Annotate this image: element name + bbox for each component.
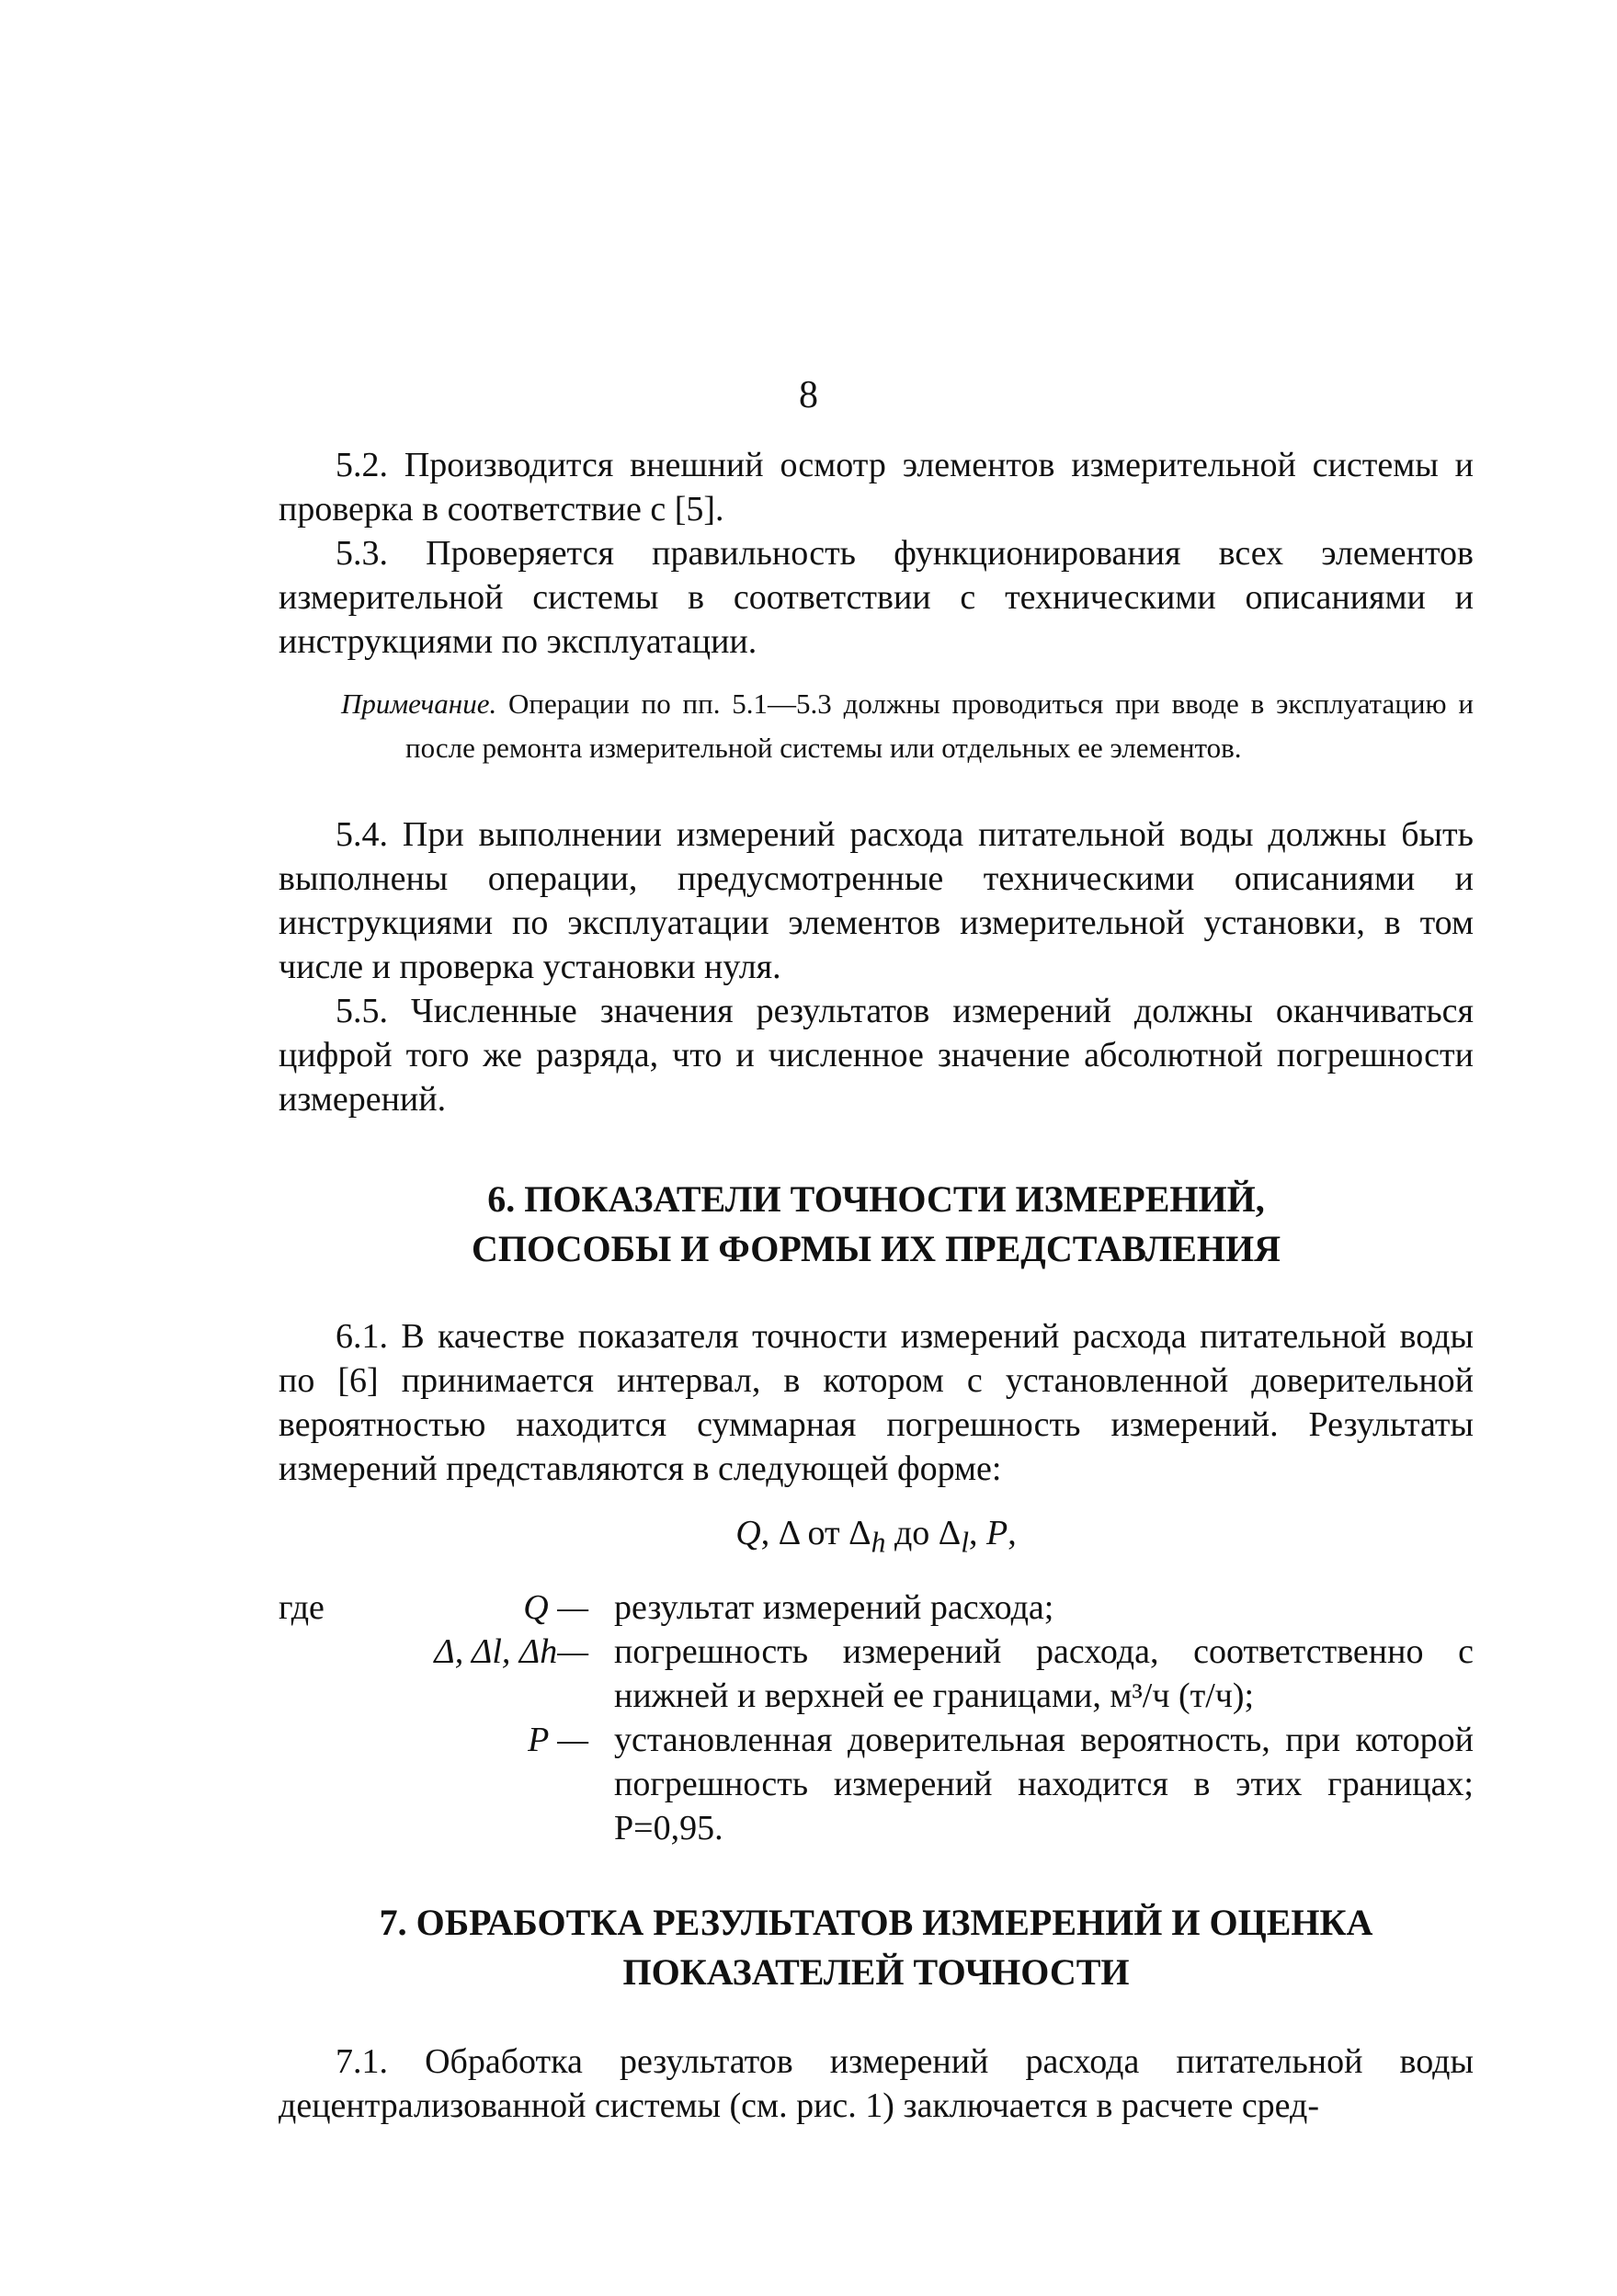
paragraph-5-2: 5.2. Производится внешний осмотр элементов измерительной системы и проверка в соответствие с [5]. <box>279 446 1474 529</box>
result-formula: Q, Δ от $\Delta_h$ до $\Delta_l$, P, <box>735 1514 1017 1559</box>
where-label: где <box>279 1587 325 1627</box>
section-6-title-line1: 6. ПОКАЗАТЕЛИ ТОЧНОСТИ ИЗМЕРЕНИЙ, <box>487 1178 1265 1220</box>
paragraph-7-1: 7.1. Обработка результатов измерений расхода питательной воды децентрализованной системы (см. рис. 1) заключается в расчете сред- <box>279 2041 1474 2125</box>
section-6-title-line2: СПОСОБЫ И ФОРМЫ ИХ ПРЕДСТАВЛЕНИЯ <box>471 1228 1281 1269</box>
section-7-heading <box>279 1898 1474 1997</box>
paragraph-6-1: 6.1. В качестве показателя точности измерений расхода питательной воды по [6] принимается интервал, в котором с установленной доверительной вероятностью находится суммарная погрешность измерений. Результаты измерений представляются в следующей форме: <box>279 1317 1474 1488</box>
paragraph-5-4: 5.4. При выполнении измерений расхода питательной воды должны быть выполнены операции, предусмотренные техническими описаниями и инструкциями по эксплуатации элементов измерительной установки, в том числе и проверка установки нуля. <box>279 815 1474 986</box>
paragraph-5-3: 5.3. Проверяется правильность функционирования всех элементов измерительной системы в соответствии с техническими описаниями и инструкциями по эксплуатации. <box>279 534 1474 661</box>
definition-symbol: P — <box>528 1720 588 1759</box>
section-7-title-line2: ПОКАЗАТЕЛЕЙ ТОЧНОСТИ <box>622 1950 1130 1993</box>
definitions-table <box>279 1586 1474 1850</box>
paragraph-5-5: 5.5. Численные значения результатов измерений должны оканчиваться цифрой того же разряда, что и численное значение абсолютной погрешности измерений. <box>279 992 1474 1119</box>
page-number: 8 <box>799 374 818 416</box>
note-text: Операции по пп. 5.1—5.3 должны проводиться при вводе в эксплуатацию и после ремонта измерительной системы или отдельных ее элементов. <box>405 688 1474 764</box>
definition-text: результат измерений расхода; <box>614 1587 1054 1627</box>
document-body <box>279 443 1474 2128</box>
definition-row <box>279 1718 1474 1850</box>
section-6-heading <box>279 1175 1474 1274</box>
definition-symbol: Q — <box>523 1587 588 1627</box>
definition-text: установленная доверительная вероятность, при которой погрешность измерений находится в этих границах; P=0,95. <box>614 1720 1474 1847</box>
definition-symbol: Δ, Δl, Δh— <box>434 1631 588 1671</box>
definition-text: погрешность измерений расхода, соответственно с нижней и верхней ее границами, м³/ч (т/ч); <box>614 1631 1474 1715</box>
section-7-title-line1: 7. ОБРАБОТКА РЕЗУЛЬТАТОВ ИЗМЕРЕНИЙ И ОЦЕНКА <box>379 1901 1373 1943</box>
note <box>279 682 1474 770</box>
definition-row <box>279 1630 1474 1718</box>
definition-row <box>279 1586 1474 1630</box>
note-label: Примечание. <box>341 688 497 720</box>
